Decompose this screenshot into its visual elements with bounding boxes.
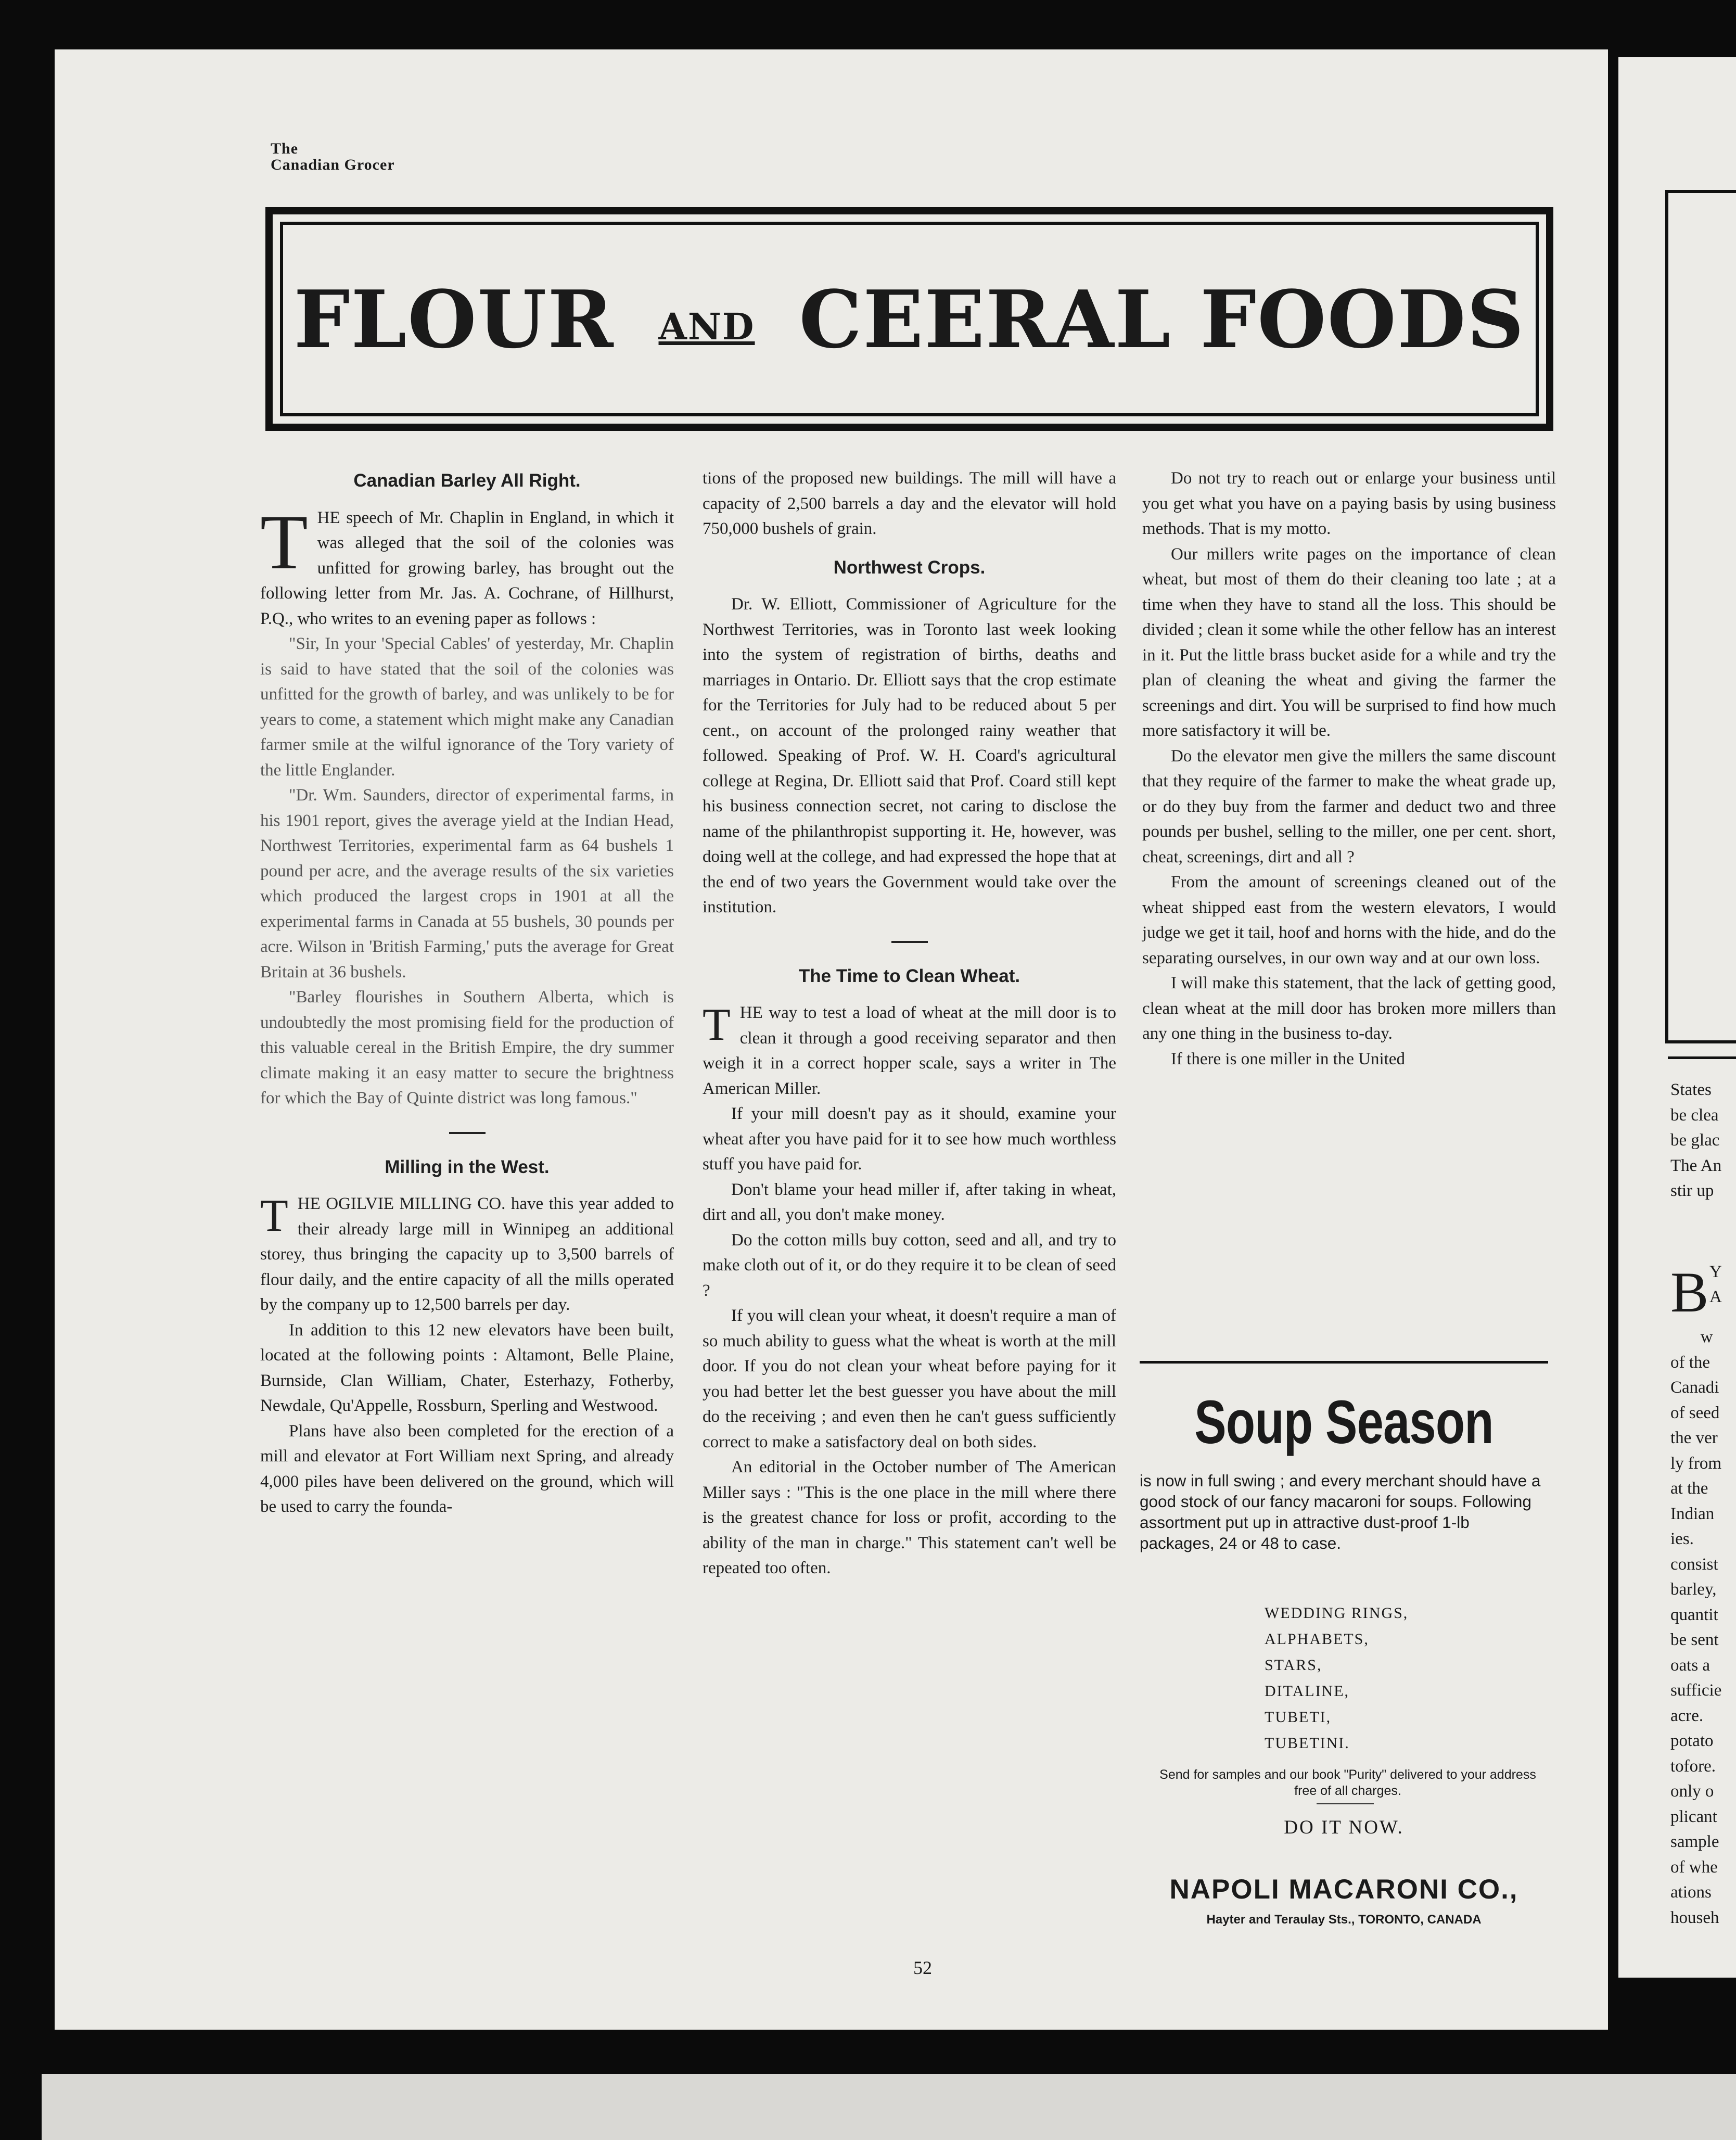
header-line-1: The <box>271 140 299 157</box>
section-divider <box>891 941 928 943</box>
article-paragraph: I will make this statement, that the lack of getting good, clean wheat at the mill door has broken more millers than any one thing in the business to-day. <box>1142 974 1556 1043</box>
bottom-strip <box>42 2074 1736 2140</box>
page-number: 52 <box>913 1957 932 1978</box>
article-title: Canadian Barley All Right. <box>353 470 581 491</box>
next-page-text-2: w of the Canadi of seed the ver ly from at the Indian ies. consist barley, quantit be sent oats a sufficie acre. potato tofore. only o plicant sample of whe ations househ <box>1670 1328 1722 1927</box>
banner-title-and: AND <box>658 304 755 348</box>
article-paragraph: If there is one miller in the United <box>1171 1049 1405 1068</box>
article-paragraph: Do the elevator men give the millers the same discount that they require of the farmer to make the wheat grade up, or do they buy from the farmer and deduct two and three pounds per bushel, selling to the miller, one per cent. short, cheat, screenings, dirt and all ? <box>1142 746 1556 867</box>
article-paragraph: "Barley flourishes in Southern Alberta, which is undoubtedly the most promising field for the production of this valuable cereal in the British Empire, the dry summer climate making it an easy matter to secure the brightness for which the Bay of Quinte district was long famous." <box>260 988 674 1107</box>
next-page-rule <box>1668 1056 1736 1059</box>
article-title: The Time to Clean Wheat. <box>798 965 1020 986</box>
banner-title-left: FLOUR <box>293 272 615 366</box>
header-line-2: Canadian Grocer <box>271 156 395 173</box>
column-3 <box>1142 466 1556 1072</box>
article-paragraph: If your mill doesn't pay as it should, examine your wheat after you have paid for it to see how much worthless stuff you have paid for. <box>703 1104 1116 1174</box>
banner-title <box>294 273 1525 366</box>
next-page-box <box>1665 190 1736 1043</box>
drop-cap: T <box>703 1000 731 1050</box>
section-divider <box>449 1132 486 1134</box>
article-paragraph: Plans have also been completed for the erection of a mill and elevator at Fort William next Spring, and already 4,000 piles have been delivered on the ground, which will be used to carry the founda- <box>260 1421 674 1516</box>
drop-cap: T <box>260 499 308 585</box>
next-page-cap-side: Y A <box>1709 1263 1722 1306</box>
article-paragraph: "Dr. Wm. Saunders, director of experimental farms, in his 1901 report, gives the average yield at the Indian Head, Northwest Territories, experimental farm as 64 bushels 1 pound per acre, and the average results of the six varieties which produced the largest crops in 1901 at all the experimental farms in Canada at 55 bushels, 30 pounds per acre. Wilson in 'British Farming,' puts the average for Great Britain at 36 bushels. <box>260 786 674 982</box>
article-paragraph: Dr. W. Elliott, Commissioner of Agriculture for the Northwest Territories, was in Toronto last week looking into the system of registration of births, deaths and marriages in Ontario. Dr. Elliott says that the crop estimate for the Territories for July had to be reduced about 5 per cent., on account of the prolonged rainy weather that followed. Speaking of Prof. W. H. Coard's agricultural college at Regina, Dr. Elliott said that Prof. Coard still kept his business connection secret, not caring to disclose the name of the philanthropist supporting it. He, however, was doing well at the college, and had expressed the hope that at the end of two years the Government would take over the institution. <box>703 595 1116 916</box>
article-paragraph: tions of the proposed new buildings. The mill will have a capacity of 2,500 barrels a day and the elevator will hold 750,000 bushels of grain. <box>703 469 1116 538</box>
article-title: Milling in the West. <box>385 1156 550 1177</box>
product-item: TUBETI, <box>1265 1709 1332 1726</box>
ad-divider <box>1317 1803 1374 1804</box>
article-paragraph: In addition to this 12 new elevators have been built, located at the following points : Altamont, Belle Plaine, Burnside, Clan William, Chater, Esterhazy, Fotherby, Newdale, Qu'Appelle, Rossburn, Sperling and Westwood. <box>260 1320 674 1415</box>
banner <box>280 222 1539 416</box>
next-page-text: States be clea be glac The An stir up <box>1670 1080 1722 1200</box>
article-paragraph: THE way to test a load of wheat at the mill door is to clean it through a good receiving separator and then weigh it in a correct hopper scale, says a writer in The American Miller. <box>703 1000 1116 1098</box>
article-paragraph: Our millers write pages on the importance of clean wheat, but most of them do their cleaning too late ; at a time when they have to stand all the loss. This should be divided ; clean it some while the other fellow has an interest in it. Put the little brass bucket aside for a while and try the plan of cleaning the wheat and giving the farmer the screenings and dirt. You will be surprised to find how much more satisfactory it will be. <box>1142 544 1556 740</box>
ad-title: Soup Season <box>1194 1388 1494 1457</box>
next-page-drop-cap: B <box>1670 1260 1709 1324</box>
product-item: STARS, <box>1265 1657 1322 1674</box>
ad-body: is now in full swing ; and every merchant should have a good stock of our fancy macaroni for soups. Following assortment put up in attractive dust-proof 1-lb packages, 24 or 48 to case. <box>1140 1471 1541 1552</box>
product-item: TUBETINI. <box>1265 1735 1350 1752</box>
article-paragraph: Don't blame your head miller if, after taking in wheat, dirt and all, you don't make money. <box>703 1180 1116 1224</box>
ad-address: Hayter and Teraulay Sts., TORONTO, CANADA <box>1206 1913 1482 1927</box>
ad-call-to-action: DO IT NOW. <box>1284 1817 1404 1838</box>
ad-top-rule <box>1140 1361 1548 1364</box>
banner-title-right: CEERAL FOODS <box>799 272 1525 366</box>
advertisement <box>1140 1361 1556 1939</box>
column-2 <box>703 466 1116 1581</box>
article-paragraph: If you will clean your wheat, it doesn't require a man of so much ability to guess what the wheat is worth at the mill door. If you do not clean your wheat before paying for it you had better let the best guesser you have about the mill do the receiving ; and even then he can't guess sufficiently correct to make a satisfactory deal on both sides. <box>703 1306 1116 1451</box>
ad-samples-note: Send for samples and our book "Purity" delivered to your address free of all charges. <box>1159 1767 1536 1798</box>
drop-cap: T <box>260 1191 288 1241</box>
article-paragraph: "Sir, In your 'Special Cables' of yesterday, Mr. Chaplin is said to have stated that the soil of the colonies was unfitted for the growth of barley, and was unlikely to be for years to come, a statement which might make any Canadian farmer smile at the wilful ignorance of the Tory variety of the little Englander. <box>260 634 674 780</box>
article-paragraph: THE OGILVIE MILLING CO. have this year added to their already large mill in Winnipeg an additional storey, thus bringing the capacity up to 3,500 barrels of flour daily, and the entire capacity of all the mills operated by the company up to 12,500 barrels per day. <box>260 1191 674 1314</box>
article-title: Northwest Crops. <box>833 557 986 578</box>
product-item: WEDDING RINGS, <box>1265 1604 1409 1622</box>
product-list <box>1265 1600 1408 1756</box>
ad-company-name: NAPOLI MACARONI CO., <box>1169 1874 1518 1905</box>
article-paragraph: An editorial in the October number of The American Miller says : "This is the one place in the mill where there is the greatest chance for loss or profit, according to the ability of the man in charge." This statement can't well be repeated too often. <box>703 1458 1116 1577</box>
running-header <box>271 141 395 173</box>
article-paragraph: Do not try to reach out or enlarge your business until you get what you have on a paying basis by using business methods. That is my motto. <box>1142 469 1556 538</box>
product-item: ALPHABETS, <box>1265 1631 1369 1648</box>
article-paragraph: From the amount of screenings cleaned out of the wheat shipped east from the western elevators, I would judge we get it tail, hoof and horns with the hide, and do the separating ourselves, in our own way and at our own loss. <box>1142 873 1556 967</box>
product-item: DITALINE, <box>1265 1683 1350 1700</box>
article-paragraph: Do the cotton mills buy cotton, seed and all, and try to make cloth out of it, or do they require it to be clean of seed ? <box>703 1230 1116 1300</box>
article-paragraph: THE speech of Mr. Chaplin in England, in which it was alleged that the soil of the colonies was unfitted for growing barley, has brought out the following letter from Mr. Jas. A. Cochrane, of Hillhurst, P.Q., who writes to an evening paper as follows : <box>260 499 674 628</box>
column-1 <box>260 468 674 1520</box>
